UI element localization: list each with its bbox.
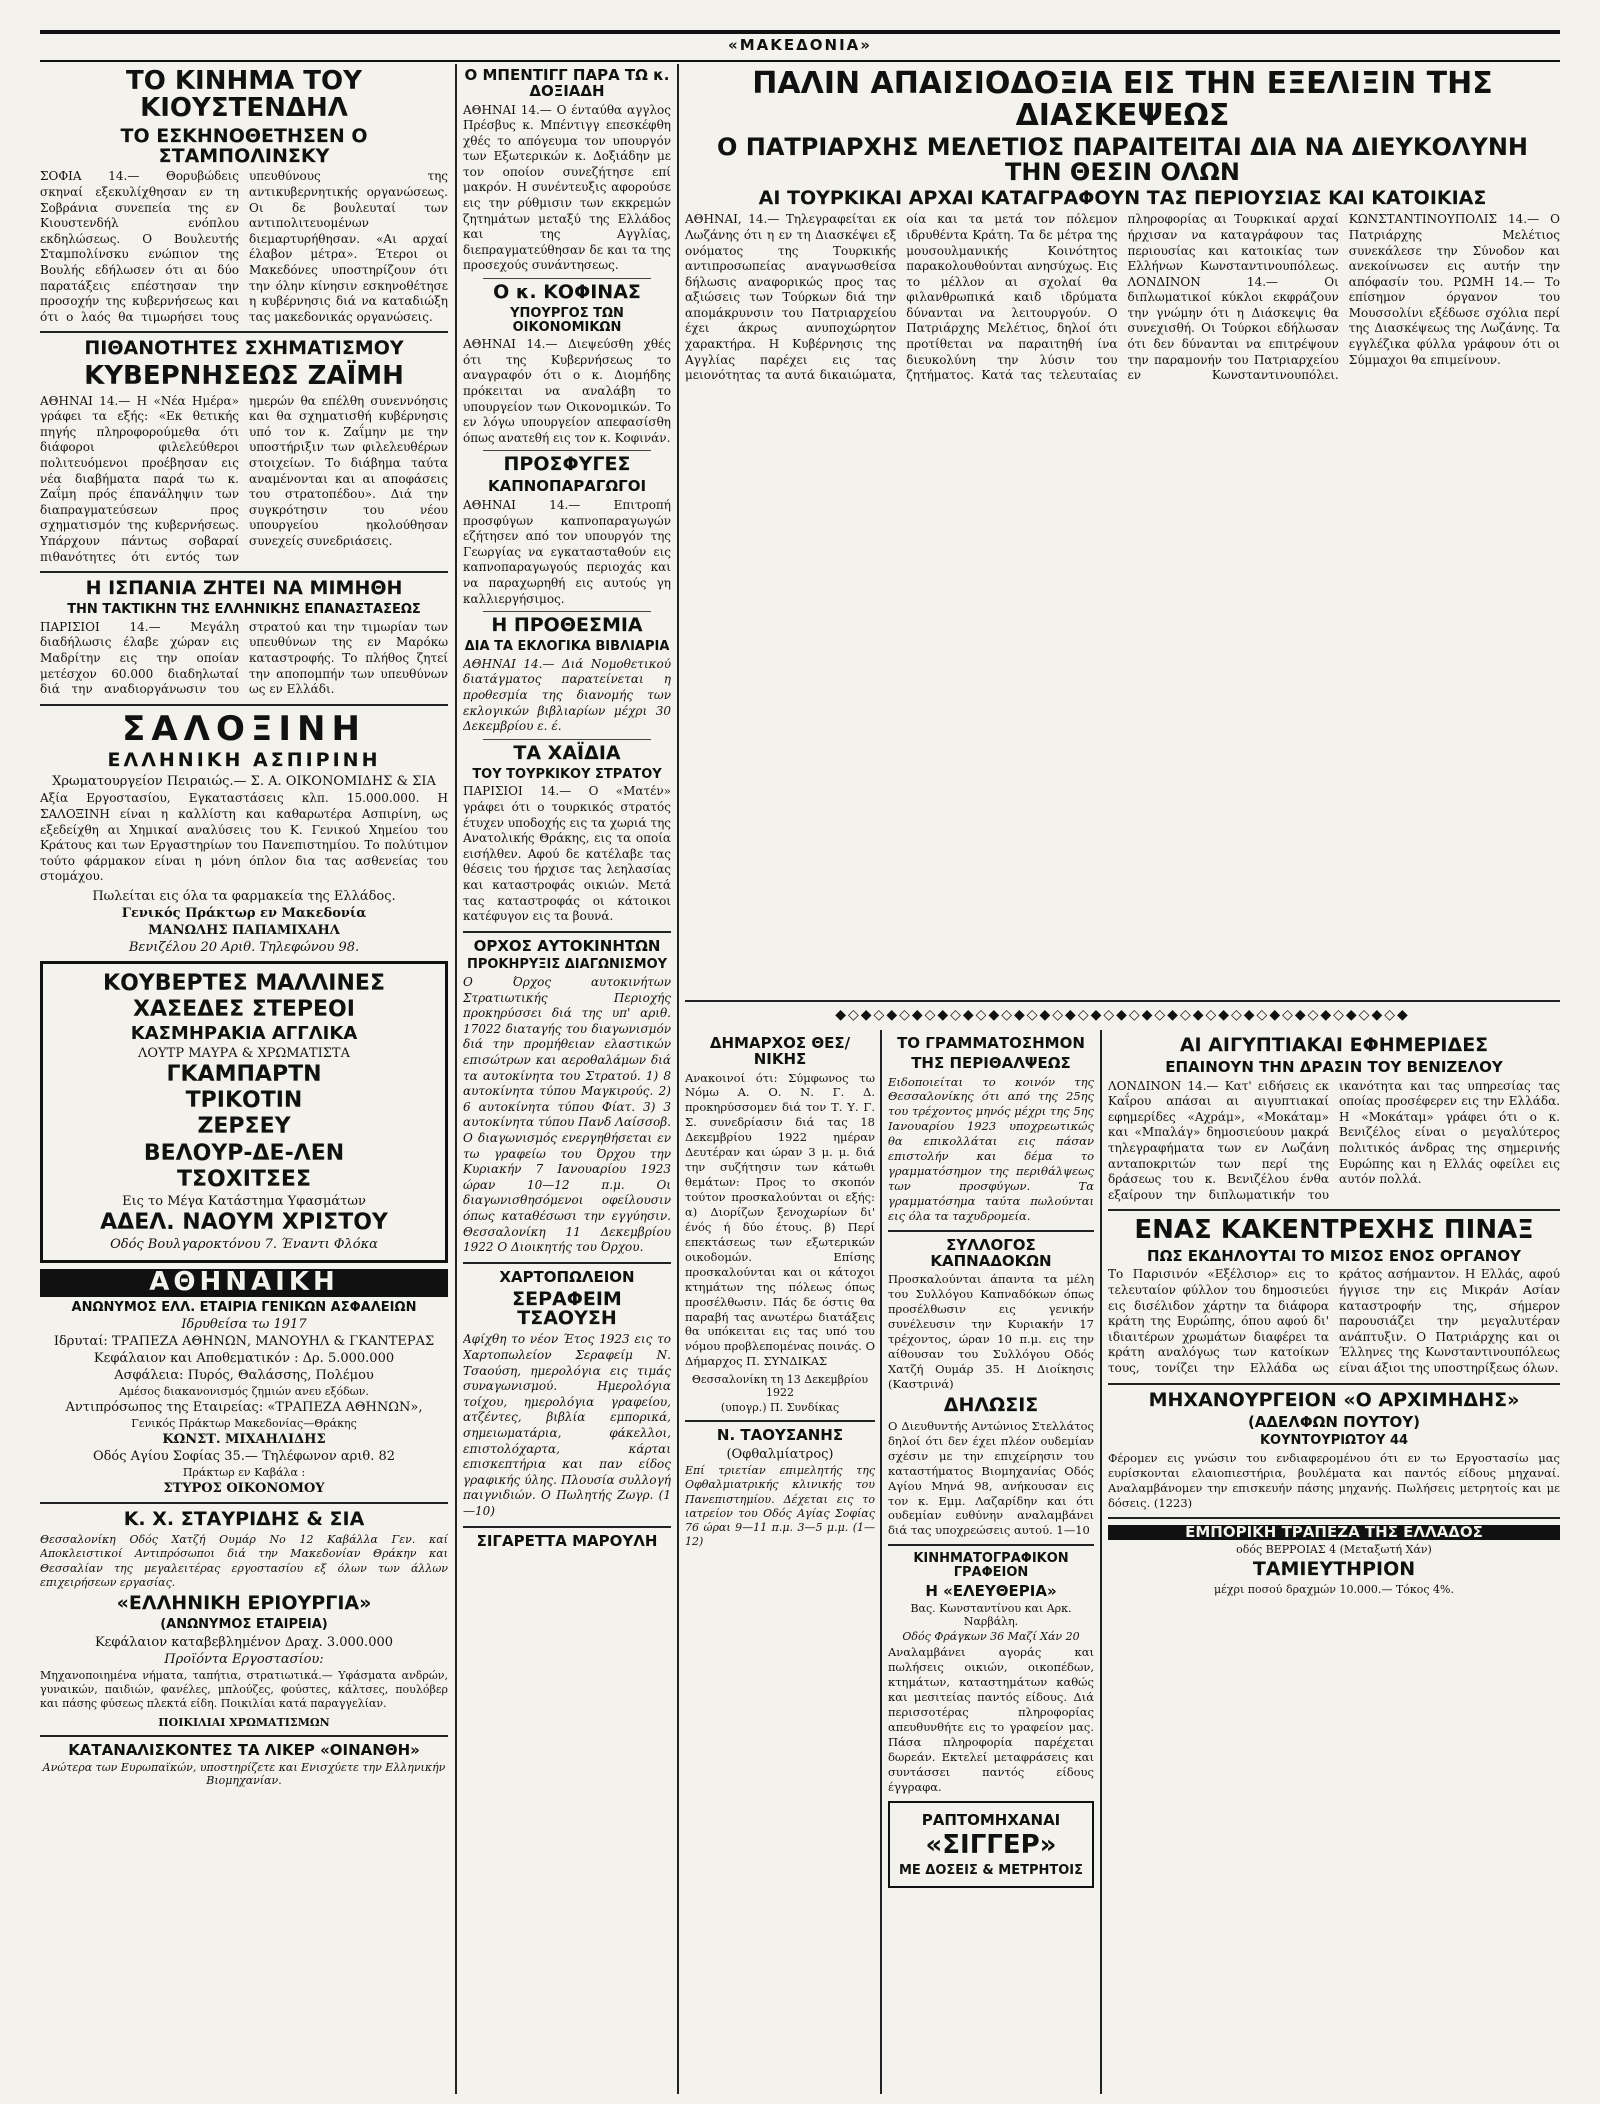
article-pinax: Το Παρισινόν «Εξέλσιορ» εις το τελευταίον φύλλον του δημοσιεύει εις δισέλιδον χάρτην τα διάφορα κράτη της Ευρώπης, όπου αφού δι' ιδιαιτέρων χρωμάτων διαφέρει τα κράτη αναλόγως των κατοίκων τους, τονίζει την Ελλάδα ως κράτος ασήμαντον. Η Ελλάς, αφού ήγγισε την εις Μικράν Ασίαν καταστροφήν της, σήμερον παρουσιάζει την μεγαλυτέραν ανάπτυξιν. Ο Πατριάρχης και οι Έλληνες της Κωνσταντινουπόλεως είναι άξιοι της υποστηρίξεως όλων. [1108, 1267, 1560, 1376]
ad-athinaiki-address: Οδός Αγίου Σοφίας 35.— Τηλέφωνον αριθ. 82 [92, 1449, 396, 1465]
ad-athinaiki-capital: Κεφάλαιον και Αποθεματικόν : Δρ. 5.000.000 [93, 1351, 395, 1367]
ad-erioyrgia-text: Μηχανοποιημένα νήματα, ταπήτια, στρατιωτικά.— Υφάσματα ανδρών, γυναικών, παιδιών, φανέλες, μπλούζες, φούστες, κάλτσες, πουλόβερ και πάσης φύσεως πλεκτά είδη. Ποικιλίαι κατά παραγγελίαν. [40, 1668, 448, 1711]
ad-athinaiki-subtitle: ΑΝΩΝΥΜΟΣ ΕΛΛ. ΕΤΑΙΡΙΑ ΓΕΝΙΚΩΝ ΑΣΦΑΛΕΙΩΝ [71, 1299, 417, 1315]
headline-prothesmia: Η ΠΡΟΘΕΣΜΙΑ [491, 614, 643, 637]
column-bottom-b [888, 1032, 1094, 2094]
headline-pinax: ΕΝΑΣ ΚΑΚΕΝΤΡΕΧΗΣ ΠΙΝΑΞ [1134, 1215, 1534, 1246]
article-kinima: ΣΟΦΙΑ 14.— Θορυβώδεις σκηναί εξεκυλίχθησαν εν τη Σοβράνια συνεπεία της εν Κιουστενδήλ ενόπλου εκδηλώσεως. Ο Βουλευτής Σταμπολίνσκυ ενώπιον της Βουλής εδήλωσεν ότι αι δύο παρατάξεις επέστησαν την προσοχήν της κυβερνήσεως και ότι ο λαός θα τιμωρήσει τους υπευθύνους της αντικυβερνητικής οργανώσεως. Οι δε βουλευταί των αντιπολιτευομένων διεμαρτυρήθησαν. «Αι αρχαί έλαβον μέτρα». Έτεροι οι Μακεδόνες υποστηρίζουν ότι την όλην κίνησιν εσκηνοθέτησε η κυβέρνησις διά να καταδιώξη τας μακεδονικάς οργανώσεις. [40, 169, 448, 324]
ad-stavridis-text: Θεσσαλονίκη Οδός Χατζή Ουμάρ Νο 12 Καβάλλα Γεν. καί Αποκλειστικοί Αντιπρόσωποι διά την Μακεδονίαν Θράκην και Θεσσαλίαν της μεγαλειτέρας εργοστασίου εξ όλων των άλλων επιχειρήσεων εργασίας. [40, 1533, 448, 1589]
divider [685, 1000, 1560, 1002]
headline-syllogos: ΣΥΛΛΟΓΟΣ ΚΑΠΝΑΔΟΚΩΝ [930, 1235, 1052, 1270]
headline-kofinas: Ο κ. ΚΟΦΙΝΑΣ [493, 281, 641, 304]
ad-athinaiki-types: Ασφάλεια: Πυρός, Θαλάσσης, Πολέμου [114, 1368, 374, 1384]
lead-subhead-2: ΑΙ ΤΟΥΡΚΙΚΑΙ ΑΡΧΑΙ ΚΑΤΑΓΡΑΦΟΥΝ ΤΑΣ ΠΕΡΙΟΥΣΙΑΣ ΚΑΙ ΚΑΤΟΙΚΙΑΣ [758, 187, 1487, 210]
subhead-arximidis: (ΑΔΕΛΦΩΝ ΠΟΥΤΟΥ) [1247, 1412, 1421, 1431]
divider [685, 1420, 875, 1422]
dimarxos-signature: (υπογρ.) Π. Συνδίκας [720, 1401, 840, 1415]
divider [1108, 1383, 1560, 1385]
divider [40, 1735, 448, 1737]
lead-article: ΑΘΗΝΑΙ, 14.— Τηλεγραφείται εκ Λωζάνης ότι η εν τη Διασκέψει εξ ονόματος της Τουρκικής αντιπροσωπείας αναγνωσθείσα δήλωσις αναφορικώς προς τας αξιώσεις των Τούρκων διά την απομάκρυνσιν του Πατριαρχείου έχει άκρως ανυποχώρητον χαρακτήρα. Η Κυβέρνησις της Αγγλίας παρέχει εις τας μειονότητας τα αυτά δικαιώματα, οία και τα μετά τον πόλεμον ιδρυθέντα Κράτη. Τα δε μέτρα της μουσουλμανικής Κοινότητος παρακολουθούνται ανησύχως. Εις το μέλλον αι σχολαί θα φιλανθρωπικά καιδ ιδρύματα δύνανται να λειτουργούν. Ο Πατριάρχης Μελέτιος, δηλοί ότι προτίθεται να παραιτηθή ίνα διευκολύνη την λύσιν του ζητήματος. Κατά τας τελευταίας πληροφορίας αι Τουρκικαί αρχαί ήρχισαν να καταγράφουν τας περιουσίας και κατοικίας των Ελλήνων Κωνσταντινουπόλεως. ΛΟΝΔΙΝΟΝ 14.— Οι διπλωματικοί κύκλοι εκφράζουν την γνώμην ότι η Διάσκεψις θα συνεχισθή. Οι Τούρκοι εδήλωσαν ότι δεν δύνανται να επιτρέψουν την παραμονήν του Πατριαρχείου εν Κωνσταντινουπόλει. ΚΩΝΣΤΑΝΤΙΝΟΥΠΟΛΙΣ 14.— Ο Πατριάρχης Μελέτιος συνεκάλεσε την Σύνοδον και ανεκοίνωσεν εις αυτήν την απόφασίν του. ΡΩΜΗ 14.— Το επίσημον όργανον του Μουσσολίνι εξέδωσε σχόλια περί της Διασκέψεως της Λωζάνης. Τα εγγλέζικα φύλλα γράφουν ότι οι Σύμμαχοι θα επιμείνουν. [685, 212, 1560, 383]
divider [463, 1262, 671, 1264]
headline-kinima: ΤΟ ΚΙΝΗΜΑ ΤΟΥ ΚΙΟΥΣΤΕΝΔΗΛ [126, 66, 362, 124]
divider [1108, 1209, 1560, 1211]
article-syllogos: Προσκαλούνται άπαντα τα μέλη του Συλλόγου Καπναδόκων όπως προσέλθωσιν εις γενικήν συνέλευσιν την Κυριακήν 17 τρέχοντος, ώραν 10 π.μ. εις την αίθουσαν του Συλλόγου Οδός Χατζή Ουμάρ 35. Η Διοίκησις (Καστρινά) [888, 1272, 1094, 1391]
ad-store-address: Οδός Βουλγαροκτόνου 7. Έναντι Φλόκα [110, 1237, 378, 1253]
headline-grafeion: ΚΙΝΗΜΑΤΟΓΡΑΦΙΚΟΝ ΓΡΑΦΕΙΟΝ [913, 1551, 1069, 1580]
ad-singer-brand: «ΣΙΓΓΕΡ» [925, 1830, 1057, 1861]
headline-xartopoleion: ΧΑΡΤΟΠΩΛΕΙΟΝ [499, 1267, 635, 1286]
divider [888, 1544, 1094, 1546]
ad-store-name: ΑΔΕΛ. ΝΑΟΥΜ ΧΡΙΣΤΟΥ [100, 1210, 388, 1236]
ad-saloxini-subtitle: ΕΛΛΗΝΙΚΗ ΑΣΠΙΡΙΝΗ [107, 749, 381, 772]
column-middle [463, 64, 671, 2094]
article-aigyptiakai: ΛΟΝΔΙΝΟΝ 14.— Κατ' ειδήσεις εκ Καΐρου απάσαι αι αιγυπτιακαί εφημερίδες «Αχράμ», «Μοκάταμ» και «Μπαλάγ» δημοσιεύουν μακρά τηλεγραφήματα των εν Λωζάνη ανταποκριτών των περί της δράσεως του κ. Βενιζέλου ένθα εξαίρουν την διπλωματικήν του ικανότητα και τας υπηρεσίας τας οποίας προσέφερεν εις την Ελλάδα. Η «Μοκάταμ» γράφει ότι ο κ. Βενιζέλος είναι ο μεγαλύτερος πολιτικός άνδρας της σημερινής Ευρώπης και η Ελλάς οφείλει εις αυτόν πολλά. [1108, 1078, 1560, 1202]
ad-line: ΚΟΥΒΕΡΤΕΣ ΜΑΛΛΙΝΕΣ [103, 970, 385, 996]
ad-athinaiki-name: ΚΩΝΣΤ. ΜΙΧΑΗΛΙΔΗΣ [162, 1432, 326, 1448]
ornament-band: ◆◇◆◇◆◇◆◇◆◇◆◇◆◇◆◇◆◇◆◇◆◇◆◇◆◇◆◇◆◇◆◇◆◇◆◇◆◇◆◇◆◇◆◇◆ [835, 1007, 1410, 1023]
ad-line: ΚΑΣΜΗΡΑΚΙΑ ΑΓΓΛΙΚΑ [130, 1023, 358, 1045]
ad-oinanthi-text: Ανώτερα των Ευρωπαϊκών, υποστηρίζετε και Ενισχύετε την Ελληνικήν Βιομηχανίαν. [42, 1761, 446, 1788]
subhead-xartopoleion: ΣΕΡΑΦΕΙΜ ΤΣΑΟΥΣΗ [512, 1287, 622, 1330]
subhead-spain: ΤΗΝ ΤΑΚΤΙΚΗΝ ΤΗΣ ΕΛΛΗΝΙΚΗΣ ΕΠΑΝΑΣΤΑΣΕΩΣ [67, 602, 421, 618]
article-grammatosimo: Ειδοποιείται το κοινόν της Θεσσαλονίκης ότι από της 25ης του τρέχοντος μηνός μέχρι της 5ης Ιανουαρίου 1923 υποχρεωτικώς θα επικολλάται εις πάσαν επιστολήν και δέμα το γραμματόσημον της περιθάλψεως των προσφύγων. Τα γραμματόσημα ταύτα πωλούνται εις όλα τα ταχυδρομεία. [888, 1074, 1094, 1223]
article-prothesmia: ΑΘΗΝΑΙ 14.— Διά Νομοθετικού διατάγματος παρατείνεται η προθεσμία της διανομής των εκλογικών βιβλιαρίων μέχρι 30 Δεκεμβρίου ε. έ. [463, 656, 671, 734]
column-left [40, 64, 448, 2094]
headline-emporiki: ΕΜΠΟΡΙΚΗ ΤΡΑΠΕΖΑ ΤΗΣ ΕΛΛΑΔΟΣ [1108, 1525, 1560, 1541]
article-taousanis: Επί τριετίαν επιμελητής της Οφθαλμιατρικής κλινικής του Πανεπιστημίου. Δέχεται εις το ιατρείον του Οδός Αγίας Σοφίας 76 ώραι 9—11 π.μ. 3—5 μ.μ. (1—12) [685, 1464, 875, 1549]
article-kofinas: ΑΘΗΝΑΙ 14.— Διεψεύσθη χθές ότι της Κυβερνήσεως το αναγραφόν ότι ο κ. Διομήδης πρόκειται να αναλάβη το υπουργείον των Οικονομικών. Το εν λόγω υπουργείον απεφασίσθη όπως ανατεθή εις τον κ. Κοφινάν. [463, 337, 671, 445]
emporiki-address: οδός ΒΕΡΡΟΙΑΣ 4 (Μεταξωτή Χάν) [1236, 1543, 1432, 1557]
ad-saloxini-company: Χρωματουργείον Πειραιώς.— Σ. Α. ΟΙΚΟΝΟΜΙΔΗΣ & ΣΙΑ [52, 774, 436, 790]
masthead [40, 30, 1560, 62]
ad-athinaiki-title: ΑΘΗΝΑΪΚΗ [40, 1269, 448, 1296]
article-dimarxos: Ανακοινοί ότι: Σύμφωνος τω Νόμω Α. Ο. Ν. Γ. Δ. προκηρύσσομεν διά τον Τ. Υ. Γ. Σ. συνεδρίασιν διά τας 18 Δεκεμβρίου 1922 ημέραν Δευτέραν και ώραν 3 μ. μ. διά την συζήτησιν των κάτωθι θεμάτων: Προς το σκοπόν τούτον προσκαλούνται οι εξής: α) Διορίζων ξενοχωρίων δι' ένός ή δύο έτους. β) Περί επεκτάσεως των εξωτερικών οικοδομών. Επίσης προσκαλούνται και οι κάτοχοι κτημάτων της πόλεως όπως προσέλθωσιν. Πάς δε όστις θα παραβή τας ανωτέρω διατάξεις θα υπόκειται εις τας υπό του νόμου προβλεπομένας ποινάς. Ο Δήμαρχος Π. ΣΥΝΔΙΚΑΣ [685, 1070, 875, 1369]
article-grafeion: Αναλαμβάνει αγοράς και πωλήσεις οικιών, οικοπέδων, κτημάτων, καταστημάτων καθώς και μεσιτείας παντός είδους. Διά περισσοτέρας πληροφορίας απευθυνθήτε εις το γραφείον μας. Πάσα πληροφορία παρέχεται δωρεάν. Εκτελεί μεταφράσεις και συντάσσει παντός είδους έγγραφα. [888, 1645, 1094, 1794]
ad-oinanthi-title: ΚΑΤΑΝΑΛΙΣΚΟΝΤΕΣ ΤΑ ΛΙΚΕΡ «ΟΙΝΑΝΘΗ» [68, 1740, 420, 1759]
masthead-title: «ΜΑΚΕΔΟΝΙΑ» [716, 36, 884, 54]
column-rule [455, 64, 457, 2094]
emporiki-terms: μέχρι ποσού δραχμών 10.000.— Τόκος 4%. [1214, 1583, 1454, 1597]
ad-athinaiki-more: Αμέσος διακανονισμός ζημιών ανευ εξόδων. [119, 1385, 369, 1399]
arximidis-address: ΚΟΥΝΤΟΥΡΙΩΤΟΥ 44 [1259, 1433, 1409, 1449]
divider [40, 331, 448, 333]
headline-orxos: ΟΡΧΟΣ ΑΥΤΟΚΙΝΗΤΩΝ [473, 936, 661, 955]
article-bentigg: ΑΘΗΝΑΙ 14.— Ο ένταύθα αγγλος Πρέσβυς κ. Μπέντιγγ επεσκέφθη χθές το απόγευμα τον υπουργόν των Εξωτερικών κ. Δοξιάδην με τον οποίον συνεζήτησε επί μακρόν. Η συνέντευξις αφορούσε εις την ρύθμισιν των εκκρεμών ζητημάτων μεταξύ της Ελλάδος και της Αγγλίας, διεπραγματεύθησαν δε και τα της προσεχούς συνάντησεως. [463, 102, 671, 273]
ad-saloxini [40, 708, 448, 955]
ad-singer-title: ΡΑΠΤΟΜΗΧΑΝΑΙ [921, 1810, 1061, 1829]
lead-story [685, 64, 1560, 994]
ad-line: ΒΕΛΟΥΡ-ΔΕ-ΛΕΝ [143, 1140, 345, 1166]
headline-zaimi: ΠΙΘΑΝΟΤΗΤΕΣ ΣΧΗΜΑΤΙΣΜΟΥ [84, 337, 404, 360]
ad-erioyrgia-capital: Κεφάλαιον καταβεβλημένον Δραχ. 3.000.000 [94, 1634, 394, 1650]
ad-saloxini-brand: ΣΑΛΟΞΙΝΗ [122, 708, 366, 749]
ad-athinaiki-founders: Ιδρυταί: ΤΡΑΠΕΖΑ ΑΘΗΝΩΝ, ΜΑΝΟΥΗΛ & ΓΚΑΝΤΕΡΑΣ [53, 1334, 435, 1350]
ad-naoum-christou [40, 961, 448, 1263]
ad-line: ΧΑΣΕΔΕΣ ΣΤΕΡΕΟΙ [133, 997, 355, 1023]
ad-line: ΖΕΡΣΕΥ [197, 1114, 291, 1140]
ad-stavridis-title: Κ. Χ. ΣΤΑΥΡΙΔΗΣ & ΣΙΑ [123, 1508, 365, 1531]
grafeion-address: Βας. Κωνσταντίνου και Αρκ. Ναρβάλη. [910, 1602, 1072, 1629]
lead-subhead: Ο ΠΑΤΡΙΑΡΧΗΣ ΜΕΛΕΤΙΟΣ ΠΑΡΑΙΤΕΙΤΑΙ ΔΙΑ ΝΑ ΔΙΕΥΚΟΛΥΝΗ ΤΗΝ ΘΕΣΙΝ ΟΛΩΝ [716, 133, 1529, 187]
column-bottom-a [685, 1032, 875, 2094]
article-xartopoleion: Αφίχθη το νέον Έτος 1923 εις το Χαρτοπωλείον Σεραφείμ Ν. Τσαούση, ημερολόγια εις τιμάς συναγωνισμού. Ημερολόγια τοίχου, ημερολόγια γραφείου, ατζέντες, βιβλία εμπορικά, σημειωματάρια, φάκελλοι, επιστολόχαρτα, κάρται επισκεπτήρια και παν είδος γραφικής ύλης. Πλουσία συλλογή παιγνιδιών. Ο Πωλητής Ζωγρ. (1—10) [463, 1332, 671, 1518]
divider [483, 611, 651, 612]
divider [40, 1502, 448, 1504]
ad-saloxini-text: Αξία Εργοστασίου, Εγκαταστάσεις κλπ. 15.000.000. Η ΣΑΛΟΞΙΝΗ είναι η καλλίστη και καθαρωτέρα Ασπιρίνη, ως εξεδείχθη αι Χημικαί αναλύσεις του Κ. Γενικού Χημείου του Κράτους και των Εργαστηρίων του Πανεπιστημίου. Το πολύτιμον τούτο φάρμακον είναι η μόνη όπλον δια τας ασθενείας του στομάχου. [40, 791, 448, 884]
divider [1108, 1517, 1560, 1519]
ad-singer-terms: ΜΕ ΔΟΣΕΙΣ & ΜΕΤΡΗΤΟΙΣ [898, 1862, 1084, 1878]
taousanis-title: (Οφθαλμίατρος) [726, 1447, 834, 1462]
divider [888, 1230, 1094, 1232]
ad-athinaiki-year: Ιδρυθείσα τω 1917 [181, 1317, 307, 1333]
headline-dilosis: ΔΗΛΩΣΙΣ [943, 1393, 1039, 1416]
column-bottom-c [1108, 1032, 1560, 2094]
dimarxos-date: Θεσσαλονίκη τη 13 Δεκεμβρίου 1922 [691, 1373, 869, 1400]
column-rule [677, 64, 679, 2094]
article-dilosis: Ο Διευθυντής Αντώνιος Στελλάτος δηλοί ότι δεν έχει πλέον ουδεμίαν σχέσιν με την επιχείρησιν του καταστήματος Βιομηχανίας Οδός Αγίου Μηνά 98, ανήκουσαν εις τον κ. Εμμ. Λαζαρίδην και ότι ουδεμίαν ευθύνην αναλαμβάνει διά τας υποχρεώσεις αυτού. 1—10 [888, 1418, 1094, 1538]
divider [463, 1526, 671, 1528]
ad-athinaiki-agent-name: ΣΤΥΡΟΣ ΟΙΚΟΝΟΜΟΥ [163, 1481, 325, 1497]
subhead-kinima: ΤΟ ΕΣΚΗΝΟΘΕΤΗΣΕΝ Ο ΣΤΑΜΠΟΛΙΝΣΚΥ [120, 124, 368, 167]
lead-headline: ΠΑΛΙΝ ΑΠΑΙΣΙΟΔΟΞΙΑ ΕΙΣ ΤΗΝ ΕΞΕΛΙΞΙΝ ΤΗΣ ΔΙΑΣΚΕΨΕΩΣ [752, 66, 1493, 133]
ad-singer [888, 1801, 1094, 1889]
headline-spain: Η ΙΣΠΑΝΙΑ ΖΗΤΕΙ ΝΑ ΜΙΜΗΘΗ [85, 577, 403, 600]
headline-sigaretta: ΣΙΓΑΡΕΤΤΑ ΜΑΡΟΥΛΗ [476, 1531, 658, 1550]
subhead-kofinas: ΥΠΟΥΡΓΟΣ ΤΩΝ ΟΙΚΟΝΟΜΙΚΩΝ [510, 305, 624, 335]
ad-athinaiki [40, 1269, 448, 1496]
article-zaimi: ΑΘΗΝΑΙ 14.— Η «Νέα Ημέρα» γράφει τα εξής: «Εκ θετικής πηγής πληροφορούμεθα ότι διάφοροι φιλελεύθεροι πολιτευόμενοι προέβησαν εις νέα διαβήματα παρά τω κ. Ζαΐμη πρός έπανάληψιν των διαπραγματεύσεων προς σχηματισμόν της κυβερνήσεως. Υπάρχουν πάντως σοβαραί πιθανότητες ότι εντός των ημερών θα επέλθη συνεννόησις και θα σχηματισθή κυβέρνησις υπό τον κ. Ζαΐμην με την υποστήριξιν των φιλελευθέρων στοιχείων. Το διάβημα ταύτα αναμένονται και αι αποφάσεις του στρατοπέδου». Διά την συγκρότησιν του νέου υπουργείου ηκολούθησαν συνεχείς συνεδριάσεις. [40, 393, 448, 564]
subhead-prosfyges: ΚΑΠΝΟΠΑΡΑΓΩΓΟΙ [487, 477, 647, 496]
headline-grammatosimo: ΤΟ ΓΡΑΜΜΑΤΟΣΗΜΟΝ [897, 1034, 1085, 1052]
column-rule [1100, 1030, 1102, 2094]
article-xaidia: ΠΑΡΙΣΙΟΙ 14.— Ο «Ματέν» γράφει ότι ο τουρκικός στρατός έτυχεν υποδοχής εις τα χωριά της Ανατολικής Θράκης, εις τα οποία εισήλθεν. Αφού δε κατέλαβε τας θέσεις του ήρχισε τας λεηλασίας και καταστροφάς οικιών. Μετά τας καταστροφάς οι κάτοικοι κατέφυγον εις τα βουνά. [463, 784, 671, 924]
headline-bentigg: Ο ΜΠΕΝΤΙΓΓ ΠΑΡΑ ΤΩ κ. ΔΟΞΙΑΔΗ [464, 66, 670, 100]
divider [483, 450, 651, 451]
ad-line: ΛΟΥΤΡ ΜΑΥΡΑ & ΧΡΩΜΑΤΙΣΤΑ [138, 1046, 350, 1062]
ad-athinaiki-general: Γενικός Πράκτωρ Μακεδονίας—Θράκης [131, 1417, 357, 1431]
ad-stavridis [40, 1510, 448, 1729]
ad-store: Εις το Μέγα Κατάστημα Υφασμάτων [122, 1194, 366, 1210]
headline-prosfyges: ΠΡΟΣΦΥΓΕΣ [503, 453, 631, 476]
ad-saloxini-agent: Γενικός Πράκτωρ εν Μακεδονία [121, 905, 367, 921]
grafeion-address-2: Οδός Φράγκων 36 Μαζί Χάν 20 [902, 1630, 1080, 1644]
divider [40, 704, 448, 706]
ad-line: ΤΡΙΚΟΤΙΝ [185, 1088, 303, 1114]
ad-erioyrgia-subtitle: (ΑΝΩΝΥΜΟΣ ΕΤΑΙΡΕΙΑ) [160, 1617, 328, 1633]
divider [483, 278, 651, 279]
ad-saloxini-address: Βενιζέλου 20 Αριθ. Τηλεφώνου 98. [128, 939, 360, 955]
subhead-pinax: ΠΩΣ ΕΚΔΗΛΟΥΤΑΙ ΤΟ ΜΙΣΟΣ ΕΝΟΣ ΟΡΓΑΝΟΥ [1147, 1246, 1521, 1265]
headline-aigyptiakai: ΑΙ ΑΙΓΥΠΤΙΑΚΑΙ ΕΦΗΜΕΡΙΔΕΣ [1179, 1034, 1489, 1056]
subhead-grafeion: Η «ΕΛΕΥΘΕΡΙΑ» [925, 1581, 1057, 1600]
article-orxos: Ο Όρχος αυτοκινήτων Στρατιωτικής Περιοχής προκηρύσσει διά της υπ' αριθ. 17022 διαταγής του διαγωνισμόν διά την προμήθειαν ελαστικών επισώτρων και αεροθαλάμων διά τα αυτοκίνητα του Στρατού. 1) 8 αυτοκίνητα τύπου Μαγκιρούς. 2) 6 αυτοκίνητα τύπου Φίατ. 3) 3 αυτοκίνητα τύπου Πανδ Λαίσσοβ. Ο διαγωνισμός ενεργηθήσεται εν τω γραφείω του Όρχου την Κυριακήν 7 Ιανουαρίου 1923 ώραν 10—12 π.μ. Οι διαγωνισθησόμενοι οφείλουσιν όπως καταθέσωσι την εγγύησιν. Θεσσαλονίκη 11 Δεκεμβρίου 1922 Ο Διοικητής του Όρχου. [463, 975, 671, 1255]
subhead-aigyptiakai: ΕΠΑΙΝΟΥΝ ΤΗΝ ΔΡΑΣΙΝ ΤΟΥ ΒΕΝΙΖΕΛΟΥ [1165, 1057, 1503, 1076]
article-spain: ΠΑΡΙΣΙΟΙ 14.— Μεγάλη διαδήλωσις έλαβε χώραν εις Μαδρίτην εις την οποίαν μετέσχον 60.000 διαδηλωταί διά την αναδιοργάνωσιν του στρατού και την τιμωρίαν των υπευθύνων της εν Μαρόκω καταστροφής. Το πλήθος ζητεί την αποπομπήν των υπευθύνων ως εν Ελλάδι. [40, 619, 448, 697]
emporiki-tamieftirion: ΤΑΜΙΕΥΤΗΡΙΟΝ [1252, 1558, 1416, 1581]
divider [40, 571, 448, 573]
ad-saloxini-name: ΜΑΝΩΛΗΣ ΠΑΠΑΜΙΧΑΗΛ [148, 922, 340, 938]
ad-athinaiki-rep: Αντιπρόσωπος της Εταιρείας: «ΤΡΑΠΕΖΑ ΑΘΗΝΩΝ», [65, 1400, 423, 1416]
subhead-prothesmia: ΔΙΑ ΤΑ ΕΚΛΟΓΙΚΑ ΒΙΒΛΙΑΡΙΑ [464, 639, 670, 655]
ad-erioyrgia-footer: ΠΟΙΚΙΛΙΑΙ ΧΡΩΜΑΤΙΣΜΩΝ [158, 1715, 330, 1729]
ad-saloxini-sell: Πωλείται εις όλα τα φαρμακεία της Ελλάδος. [92, 888, 396, 904]
headline-dimarxos: ΔΗΜΑΡΧΟΣ ΘΕΣ/ΝΙΚΗΣ [709, 1034, 851, 1068]
divider [463, 931, 671, 933]
subhead-grammatosimo: ΤΗΣ ΠΕΡΙΘΑΛΨΕΩΣ [911, 1053, 1071, 1072]
column-rule [880, 1030, 882, 2094]
headline-xaidia: ΤΑ ΧΑΪΔΙΑ [513, 741, 621, 764]
subhead-zaimi: ΚΥΒΕΡΝΗΣΕΩΣ ΖΑΪΜΗ [84, 361, 404, 392]
headline-taousanis: Ν. ΤΑΟΥΣΑΝΗΣ [716, 1426, 844, 1445]
ad-athinaiki-agent: Πράκτωρ εν Καβάλα : [182, 1466, 306, 1480]
ad-line: ΤΣΟΧΙΤΣΕΣ [177, 1166, 311, 1192]
ad-erioyrgia-title: «ΕΛΛΗΝΙΚΗ ΕΡΙΟΥΡΓΙΑ» [116, 1592, 372, 1615]
article-arximidis: Φέρομεν εις γνώσιν του ενδιαφερομένου ότι εν τω Εργοστασίω μας ευρίσκονται ελαιοπιεστήρια, βουλέματα και παντός είδους μηχαναί. Αναλαμβάνομεν την επισκευήν πάσης μηχανής. Πωλήσεις μετρητοίς και με δόσεις. (1223) [1108, 1450, 1560, 1510]
ad-erioyrgia-products: Προϊόντα Εργοστασίου: [164, 1651, 324, 1667]
ad-line: ΓΚΑΜΠΑΡΤΝ [166, 1062, 322, 1088]
headline-arximidis: ΜΗΧΑΝΟΥΡΓΕΙΟΝ «Ο ΑΡΧΙΜΗΔΗΣ» [1148, 1388, 1520, 1411]
article-prosfyges: ΑΘΗΝΑΙ 14.— Επιτροπή προσφύγων καπνοπαραγωγών εζήτησεν από τον υπουργόν της Γεωργίας να εγκατασταθούν εις καπνοπαραγωγούς περιοχάς και να παραχωρηθή εις αυτούς γη καλλιεργήσιμος. [463, 498, 671, 606]
subhead-xaidia: ΤΟΥ ΤΟΥΡΚΙΚΟΥ ΣΤΡΑΤΟΥ [472, 766, 662, 782]
divider [483, 739, 651, 740]
subhead-orxos: ΠΡΟΚΗΡΥΞΙΣ ΔΙΑΓΩΝΙΣΜΟΥ [466, 957, 668, 973]
